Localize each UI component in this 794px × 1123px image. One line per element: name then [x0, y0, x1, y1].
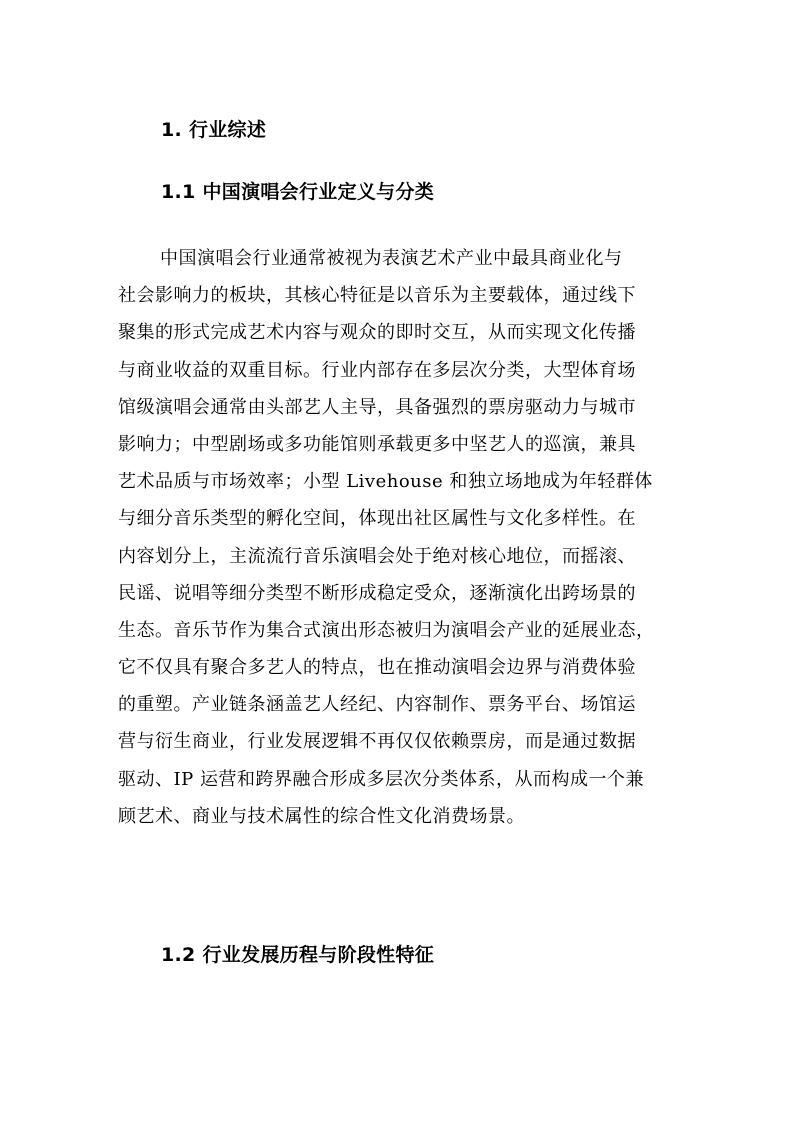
paragraph-line: 与细分音乐类型的孵化空间，体现出社区属性与文化多样性。在 — [118, 508, 636, 530]
paragraph-line: 中国演唱会行业通常被视为表演艺术产业中最具商业化与 — [160, 248, 623, 269]
section-heading-1: 1. 行业综述 — [161, 119, 267, 141]
paragraph-line: 艺术品质与市场效率；小型 Livehouse 和独立场地成为年轻群体 — [118, 471, 653, 493]
paragraph-line: 聚集的形式完成艺术内容与观众的即时交互，从而实现文化传播 — [118, 322, 636, 344]
paragraph-line: 生态。音乐节作为集合式演出形态被归为演唱会产业的延展业态， — [118, 619, 655, 641]
paragraph-line: 社会影响力的板块，其核心特征是以音乐为主要载体，通过线下 — [118, 285, 636, 307]
paragraph-line: 营与衍生商业，行业发展逻辑不再仅仅依赖票房，而是通过数据 — [118, 731, 636, 753]
section-heading-1-2: 1.2 行业发展历程与阶段性特征 — [161, 944, 435, 966]
paragraph-line: 它不仅具有聚合多艺人的特点，也在推动演唱会边界与消费体验 — [118, 657, 636, 679]
paragraph-line: 影响力；中型剧场或多功能馆则承载更多中坚艺人的巡演，兼具 — [118, 433, 636, 455]
body-paragraph — [118, 240, 688, 835]
paragraph-line: 内容划分上，主流流行音乐演唱会处于绝对核心地位，而摇滚、 — [118, 545, 636, 567]
paragraph-line: 与商业收益的双重目标。行业内部存在多层次分类，大型体育场 — [118, 359, 636, 381]
paragraph-line: 馆级演唱会通常由头部艺人主导，具备强烈的票房驱动力与城市 — [118, 396, 636, 418]
paragraph-line: 民谣、说唱等细分类型不断形成稳定受众，逐渐演化出跨场景的 — [118, 582, 636, 604]
paragraph-line: 驱动、IP 运营和跨界融合形成多层次分类体系，从而构成一个兼 — [118, 768, 644, 790]
paragraph-line: 顾艺术、商业与技术属性的综合性文化消费场景。 — [118, 805, 525, 827]
section-heading-1-1: 1.1 中国演唱会行业定义与分类 — [161, 181, 435, 203]
paragraph-line: 的重塑。产业链条涵盖艺人经纪、内容制作、票务平台、场馆运 — [118, 694, 636, 716]
